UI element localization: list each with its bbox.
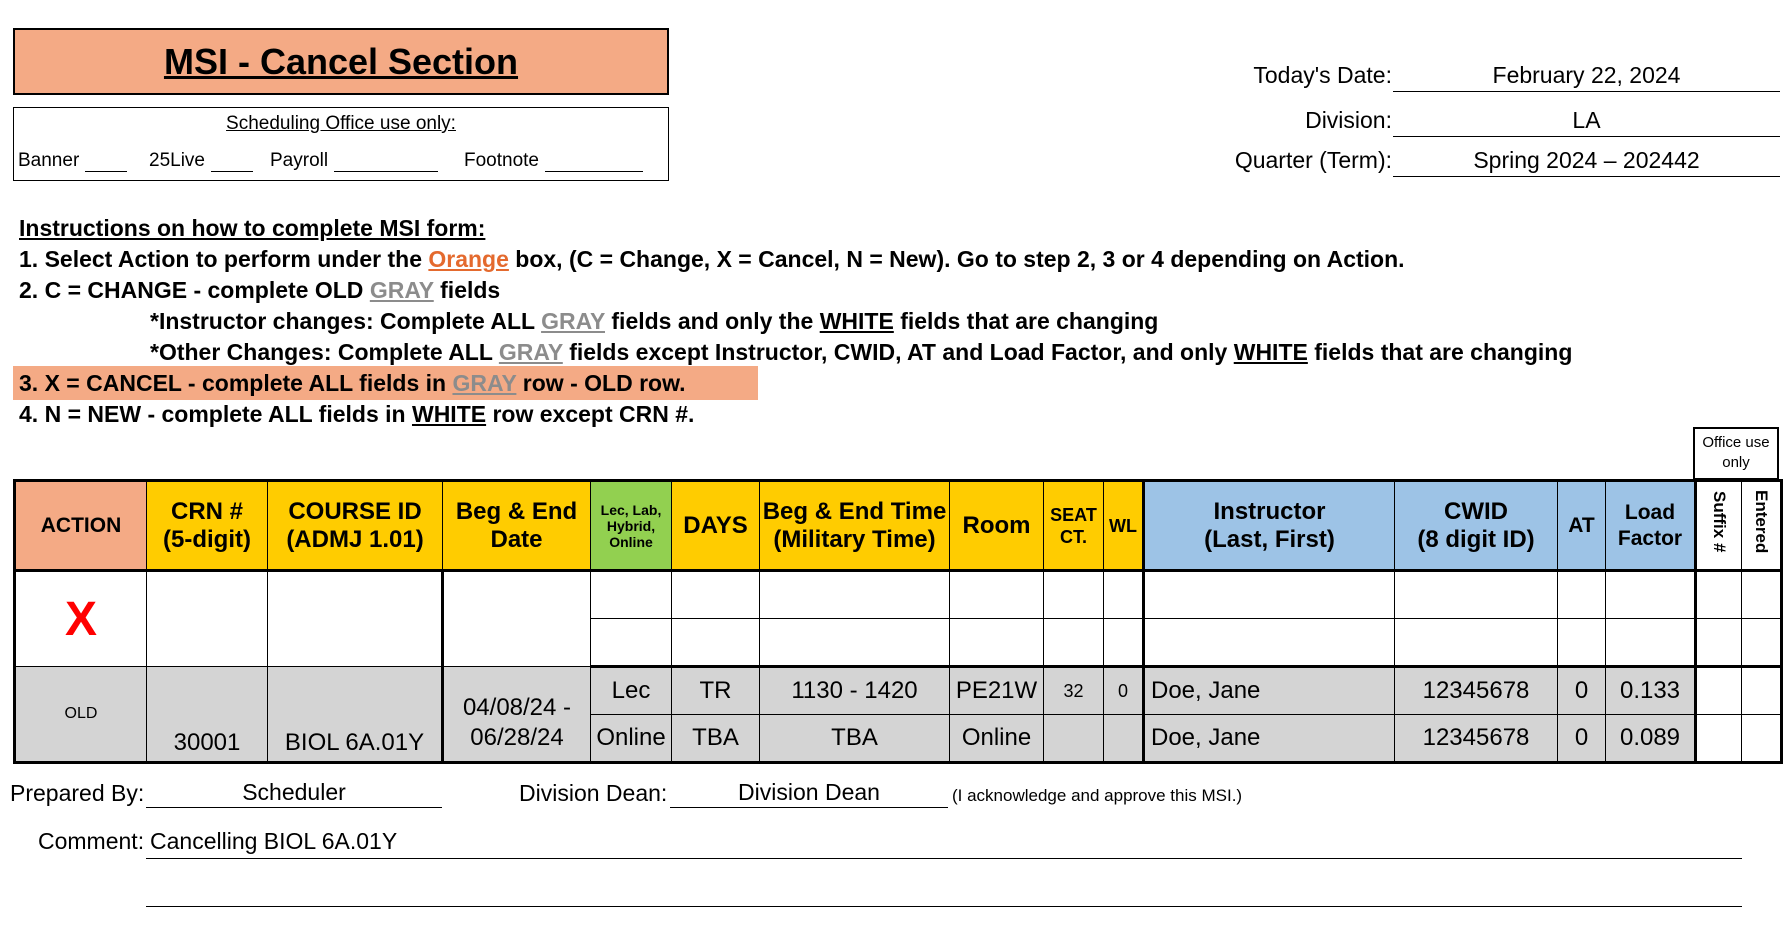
new-course-cell[interactable] [268, 571, 443, 667]
old-crn-cell[interactable]: 30001 [147, 667, 268, 763]
old-wl-cell-1[interactable]: 0 [1104, 667, 1144, 715]
old-type-cell-1[interactable]: Lec [591, 667, 672, 715]
division-dean-field[interactable]: Division Dean [670, 777, 948, 808]
old-at-cell-1[interactable]: 0 [1558, 667, 1606, 715]
at-header: AT [1558, 481, 1606, 571]
new-seat-cell-2[interactable] [1044, 619, 1104, 667]
entered-header: Entered [1742, 481, 1782, 571]
old-cwid-cell-2[interactable]: 12345678 [1395, 715, 1558, 763]
cancel-mark: X [64, 592, 97, 646]
instruction-other-changes: *Other Changes: Complete ALL GRAY fields except Instructor, CWID, AT and Load Factor, and only WHITE fields that are changing [150, 339, 1573, 365]
old-at-cell-2[interactable]: 0 [1558, 715, 1606, 763]
instruction-step-3: 3. X = CANCEL - complete ALL fields in GRAY row - OLD row. [19, 370, 686, 396]
dates-header: Beg & End Date [443, 481, 591, 571]
time-header: Beg & End Time (Military Time) [760, 481, 950, 571]
new-instructor-cell-2[interactable] [1144, 619, 1395, 667]
old-time-cell-2[interactable]: TBA [760, 715, 950, 763]
new-wl-cell-1[interactable] [1104, 571, 1144, 619]
office-use-only-label: Office use only [1693, 427, 1779, 480]
new-days-cell-2[interactable] [672, 619, 760, 667]
office-field-25live: 25Live [149, 150, 253, 172]
date-field[interactable]: February 22, 2024 [1393, 59, 1780, 92]
room-header: Room [950, 481, 1044, 571]
old-entered-cell-2[interactable] [1742, 715, 1782, 763]
old-instructor-cell-1[interactable]: Doe, Jane [1144, 667, 1395, 715]
25live-blank[interactable] [211, 153, 253, 172]
new-entered-cell-1[interactable] [1742, 571, 1782, 619]
new-dates-cell[interactable] [443, 571, 591, 667]
old-instructor-cell-2[interactable]: Doe, Jane [1144, 715, 1395, 763]
new-cwid-cell-1[interactable] [1395, 571, 1558, 619]
division-label: Division: [1305, 107, 1392, 133]
old-time-cell-1[interactable]: 1130 - 1420 [760, 667, 950, 715]
old-room-cell-1[interactable]: PE21W [950, 667, 1044, 715]
footnote-blank[interactable] [545, 153, 643, 172]
new-instructor-cell-1[interactable] [1144, 571, 1395, 619]
cwid-header: CWID (8 digit ID) [1395, 481, 1558, 571]
new-cwid-cell-2[interactable] [1395, 619, 1558, 667]
new-room-cell-1[interactable] [950, 571, 1044, 619]
prepared-by-label: Prepared By: [10, 780, 145, 806]
old-entered-cell-1[interactable] [1742, 667, 1782, 715]
acknowledge-note: (I acknowledge and approve this MSI.) [952, 786, 1243, 805]
division-field[interactable]: LA [1393, 104, 1780, 137]
comment-second-line[interactable] [146, 906, 1742, 907]
instruction-instructor-changes: *Instructor changes: Complete ALL GRAY fields and only the WHITE fields that are changing [150, 308, 1159, 334]
new-type-cell-2[interactable] [591, 619, 672, 667]
action-cell[interactable] [15, 571, 147, 667]
comment-field[interactable]: Cancelling BIOL 6A.01Y [146, 812, 1742, 859]
date-label: Today's Date: [1253, 62, 1392, 88]
form-title: MSI - Cancel Section [163, 40, 519, 82]
course-id-header: COURSE ID (ADMJ 1.01) [268, 481, 443, 571]
office-field-payroll: Payroll [270, 150, 438, 172]
wl-header: WL [1104, 481, 1144, 571]
old-days-cell-1[interactable]: TR [672, 667, 760, 715]
old-row-label: OLD [15, 667, 147, 763]
instruction-step-2: 2. C = CHANGE - complete OLD GRAY fields [19, 277, 501, 303]
quarter-field[interactable]: Spring 2024 – 202442 [1393, 144, 1780, 177]
instructor-header: Instructor (Last, First) [1144, 481, 1395, 571]
old-load-cell-1[interactable]: 0.133 [1606, 667, 1696, 715]
load-factor-header: Load Factor [1606, 481, 1696, 571]
prepared-by-field[interactable]: Scheduler [146, 777, 442, 808]
new-entered-cell-2[interactable] [1742, 619, 1782, 667]
new-suffix-cell-1[interactable] [1696, 571, 1742, 619]
old-load-cell-2[interactable]: 0.089 [1606, 715, 1696, 763]
new-load-cell-2[interactable] [1606, 619, 1696, 667]
old-suffix-cell-2[interactable] [1696, 715, 1742, 763]
type-header: Lec, Lab, Hybrid, Online [591, 481, 672, 571]
old-seat-cell-2[interactable] [1044, 715, 1104, 763]
old-room-cell-2[interactable]: Online [950, 715, 1044, 763]
scheduling-office-box [13, 107, 669, 181]
new-suffix-cell-2[interactable] [1696, 619, 1742, 667]
new-load-cell-1[interactable] [1606, 571, 1696, 619]
msi-table [13, 479, 1783, 764]
new-wl-cell-2[interactable] [1104, 619, 1144, 667]
new-at-cell-2[interactable] [1558, 619, 1606, 667]
new-time-cell-1[interactable] [760, 571, 950, 619]
division-dean-label: Division Dean: [519, 780, 668, 806]
old-cwid-cell-1[interactable]: 12345678 [1395, 667, 1558, 715]
crn-header: CRN # (5-digit) [147, 481, 268, 571]
new-at-cell-1[interactable] [1558, 571, 1606, 619]
old-type-cell-2[interactable]: Online [591, 715, 672, 763]
old-dates-cell[interactable]: 04/08/24 - 06/28/24 [443, 667, 591, 763]
instructions-heading: Instructions on how to complete MSI form: [19, 215, 486, 241]
suffix-header: Suffix # [1696, 481, 1742, 571]
new-type-cell-1[interactable] [591, 571, 672, 619]
old-suffix-cell-1[interactable] [1696, 667, 1742, 715]
old-days-cell-2[interactable]: TBA [672, 715, 760, 763]
old-wl-cell-2[interactable] [1104, 715, 1144, 763]
comment-label: Comment: [38, 828, 145, 854]
payroll-blank[interactable] [334, 153, 438, 172]
days-header: DAYS [672, 481, 760, 571]
new-time-cell-2[interactable] [760, 619, 950, 667]
new-room-cell-2[interactable] [950, 619, 1044, 667]
old-seat-cell-1[interactable]: 32 [1044, 667, 1104, 715]
form-title-box [13, 28, 669, 95]
new-days-cell-1[interactable] [672, 571, 760, 619]
banner-blank[interactable] [85, 153, 127, 172]
instruction-step-1: 1. Select Action to perform under the Orange box, (C = Change, X = Cancel, N = New). Go to step 2, 3 or 4 depending on Action. [19, 246, 1405, 272]
seat-count-header: SEAT CT. [1044, 481, 1104, 571]
old-course-cell[interactable]: BIOL 6A.01Y [268, 667, 443, 763]
office-field-banner: Banner [18, 150, 127, 172]
action-header: ACTION [15, 481, 147, 571]
new-crn-cell[interactable] [147, 571, 268, 667]
quarter-label: Quarter (Term): [1234, 147, 1392, 173]
instruction-step-4: 4. N = NEW - complete ALL fields in WHITE row except CRN #. [19, 401, 695, 427]
new-seat-cell-1[interactable] [1044, 571, 1104, 619]
office-field-footnote: Footnote [464, 150, 643, 172]
office-heading: Scheduling Office use only: [226, 113, 456, 134]
